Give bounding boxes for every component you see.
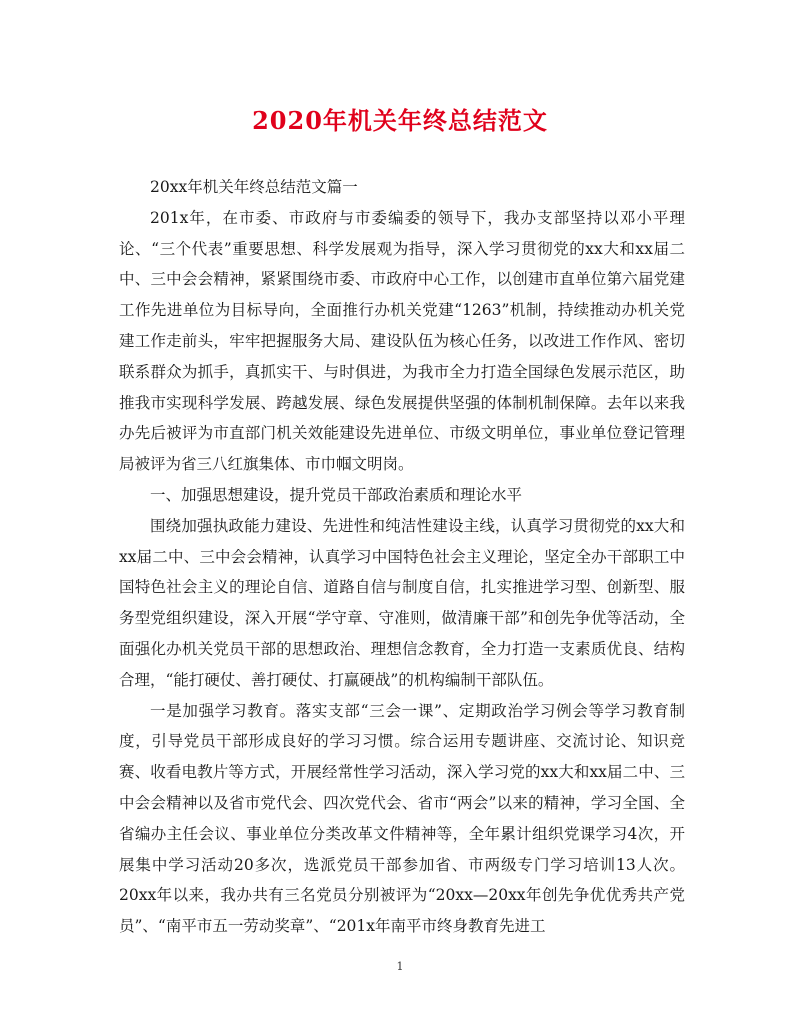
section-heading: 20xx年机关年终总结范文篇一 bbox=[150, 178, 358, 196]
body-paragraph: 围绕加强执政能力建设、先进性和纯洁性建设主线，认真学习贯彻党的xx大和xx届二中、三中会会精神，认真学习中国特色社会主义理论，坚定全办干部职工中国特色社会主义的理论自信、道路自信与制度自信，扎实推进学习型、创新型、服务型党组织建设，深入开展“学守章、守准则，做清廉干部”和创先争优等活动，全面强化办机关党员干部的思想政治、理想信念教育，全力打造一支素质优良、结构合理，“能打硬仗、善打硬仗、打赢硬战”的机构编制干部队伍。 bbox=[119, 516, 685, 689]
body-paragraph: 一是加强学习教育。落实支部“三会一课”、定期政治学习例会等学习教育制度，引导党员干部形成良好的学习习惯。综合运用专题讲座、交流讨论、知识竞赛、收看电教片等方式，开展经常性学习活动，深入学习党的xx大和xx届二中、三中会会精神以及省市党代会、四次党代会、省市“两会”以来的精神，学习全国、全省编办主任会议、事业单位分类改革文件精神等，全年累计组织党课学习4次，开展集中学习活动20多次，选派党员干部参加省、市两级专门学习培训13人次。20xx年以来，我办共有三名党员分别被评为“20xx—20xx年创先争优优秀共产党员”、“南平市五一劳动奖章”、“201x年南平市终身教育先进工 bbox=[119, 701, 685, 936]
subsection-heading: 一、加强思想建设，提升党员干部政治素质和理论水平 bbox=[150, 485, 523, 504]
body-paragraph: 201x年，在市委、市政府与市委编委的领导下，我办支部坚持以邓小平理论、“三个代表”重要思想、科学发展观为指导，深入学习贯彻党的xx大和xx届二中、三中会会精神，紧紧围绕市委、市政府中心工作，以创建市直单位第六届党建工作先进单位为目标导向，全面推行办机关党建“1263”机制，持续推动办机关党建工作走前头，牢牢把握服务大局、建设队伍为核心任务，以改进工作作风、密切联系群众为抓手，真抓实干、与时俱进，为我市全力打造全国绿色发展示范区，助推我市实现科学发展、跨越发展、绿色发展提供坚强的体制机制保障。去年以来我办先后被评为市直部门机关效能建设先进单位、市级文明单位，事业单位登记管理局被评为省三八红旗集体、市巾帼文明岗。 bbox=[119, 208, 685, 474]
page-number: 1 bbox=[396, 960, 404, 973]
document-body bbox=[119, 172, 685, 942]
document-title: 2020年机关年终总结范文 bbox=[252, 106, 548, 135]
